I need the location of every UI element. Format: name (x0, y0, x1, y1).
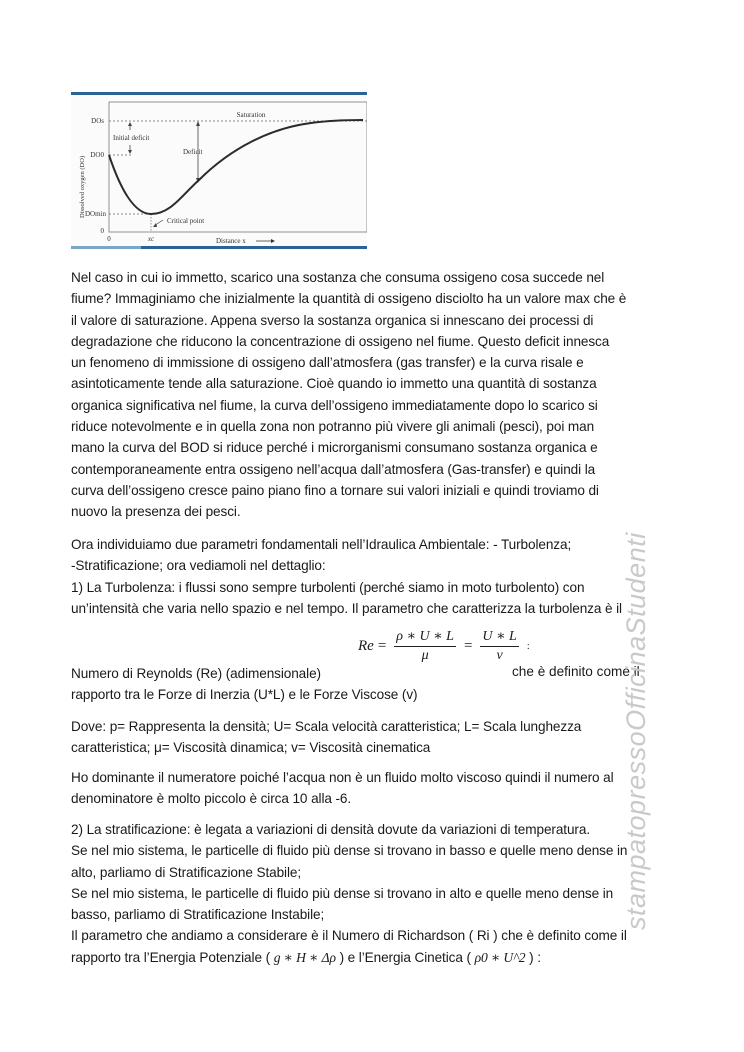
svg-text:0: 0 (107, 235, 111, 243)
svg-text:Initial deficit: Initial deficit (113, 134, 150, 142)
svg-text:Distance x: Distance x (216, 237, 246, 245)
fraction-2: $\frac{U ∗ L}{v}$ (482, 629, 517, 663)
reynolds-definition-text: che è definito come il (512, 664, 640, 679)
watermark: stampatopressoOfficinaStudenti (621, 532, 651, 930)
paragraph-oxygen-sag: Nel caso in cui io immetto, scarico una sostanza che consuma ossigeno cosa succede nel fiume? Immaginiamo che inizialmente la quantità di ossigeno disciolto ha un valore max che è il valore di saturazione. Appena sverso la sostanza organica si innescano dei processi di degradazione che riducono la concentrazione di ossigeno nel fiume. Questo deficit innesca un fenomeno di immissione di ossigeno dall’atmosfera (gas transfer) e la curva risale e asintoticamente tende alla saturazione. Cioè quando io immetto una quantità di sostanza organica significativa nel fiume, la curva dell’ossigeno immediatamente dopo lo scarico si riduce notevolmente e in quella zona non potranno più vivere gli animali (pesci), poi man mano la curva del BOD si riduce perché i microrganismi consumano sostanza organica e contemporaneamente entra ossigeno nell’acqua dall’atmosfera (Gas-transfer) e quindi la curva dell’ossigeno cresce paino piano fino a tornare sui valori iniziali e quindi troviamo di nuovo la presenza dei pesci. (71, 270, 627, 520)
paragraph-parameters: Ora individuiamo due parametri fondamentali nell’Idraulica Ambientale: - Turbolenza; -Stratificazione; ora vediamoli nel dettaglio: 1) La Turbolenza: i flussi sono sempre turbolenti (perché siamo in moto turbolento) con un’intensità che varia nello spazio e nel tempo. Il parametro che caratterizza la turbolenza è il (71, 537, 622, 616)
paragraph-stratification: 2) La stratificazione: è legata a variazioni di densità dovute da variazioni di temperatura. Se nel mio sistema, le particelle di fluido più dense si trovano in basso e quelle meno dense in alto, parliamo di Stratificazione Stabile; Se nel mio sistema, le particelle di fluido più dense si trovano in alto e quelle meno dense in basso, parliamo di Stratificazione Instabile; Il parametro che andiamo a considerare è il Numero di Richardson ( Ri ) che è definito come il rapporto tra l’Energia Potenziale ( g ∗ H ∗ Δρ ) e l’Energia Cinetica ( ρ0 ∗ U^2 ) : (71, 819, 681, 968)
svg-text:DOs: DOs (91, 117, 104, 125)
svg-text:Saturation: Saturation (236, 111, 266, 119)
oxygen-sag-chart (71, 90, 367, 250)
fraction-1: $\frac{\rho ∗ U ∗ L}{\mu}$ (396, 629, 454, 663)
paragraph-reynolds: Numero di Reynolds (Re) (adimensionale) rapporto tra le Forze di Inerzia (U*L) e le Forze Viscose (v) (71, 666, 418, 703)
svg-text:xc: xc (147, 235, 155, 243)
svg-text:Critical point: Critical point (167, 217, 205, 225)
reynolds-formula: Re = $\frac{\rho ∗ U ∗ L}{\mu}$ = $\frac{U ∗ L}{v}$ : (358, 629, 530, 663)
svg-text:Dissolved oxygen (DO): Dissolved oxygen (DO) (79, 155, 86, 218)
oxygen-sag-figure (71, 90, 367, 250)
paragraph-definitions: Dove: p= Rappresenta la densità; U= Scala velocità caratteristica; L= Scala lunghezza caratteristica; μ= Viscosità dinamica; v= Viscosità cinematica (71, 719, 582, 756)
svg-text:0: 0 (100, 227, 104, 235)
svg-text:Deficit: Deficit (183, 148, 203, 156)
paragraph-numerator: Ho dominante il numeratore poiché l’acqua non è un fluido molto viscoso quindi il numero al denominatore è molto piccolo è circa 10 alla -6. (71, 770, 614, 807)
richardson-line: rapporto tra l’Energia Potenziale ( g ∗ H ∗ Δρ ) e l’Energia Cinetica ( ρ0 ∗ U^2 ) : (71, 949, 541, 965)
svg-text:DOmin: DOmin (85, 210, 106, 218)
top-frame-bar (71, 92, 367, 95)
svg-text:DO0: DO0 (90, 151, 104, 159)
bottom-frame-bar (141, 246, 367, 249)
